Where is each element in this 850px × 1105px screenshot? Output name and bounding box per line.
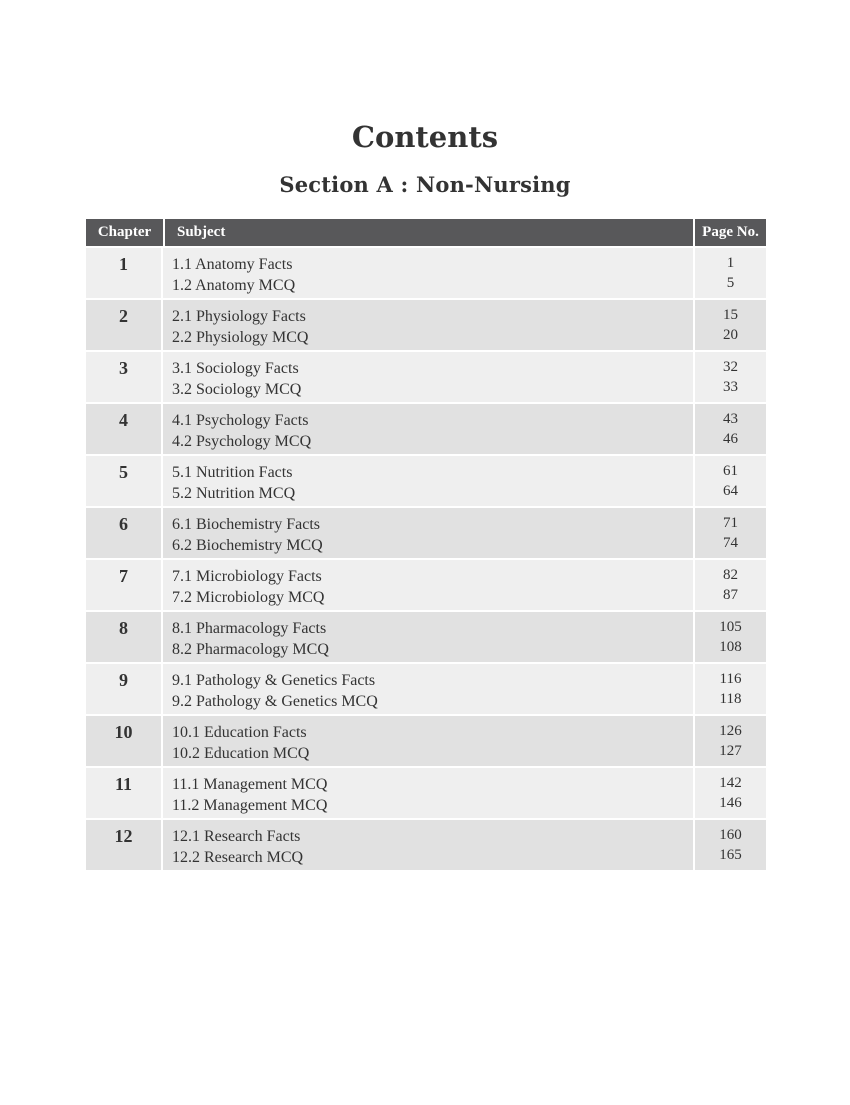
page-number: 87: [723, 587, 738, 603]
subject-entry[interactable]: 4.2 Psychology MCQ: [172, 433, 312, 450]
page-number: 5: [726, 275, 735, 291]
chapter-number: 11: [86, 768, 163, 818]
page-number: 20: [723, 327, 738, 343]
page-number: 118: [719, 691, 742, 707]
table-row: [86, 716, 766, 766]
subject-cell: [163, 820, 695, 870]
chapter-number: 9: [86, 664, 163, 714]
table-row: [86, 664, 766, 714]
subject-cell: [163, 716, 695, 766]
subject-entry[interactable]: 5.2 Nutrition MCQ: [172, 485, 296, 502]
subject-cell: [163, 768, 695, 818]
subject-entry[interactable]: 10.1 Education Facts: [172, 724, 307, 741]
page-number: 116: [719, 671, 742, 687]
page-number: 32: [723, 359, 738, 375]
subject-entry[interactable]: 1.2 Anatomy MCQ: [172, 277, 296, 294]
page-number-cell: [695, 820, 766, 870]
subject-entry[interactable]: 6.2 Biochemistry MCQ: [172, 537, 323, 554]
subject-entry[interactable]: 3.1 Sociology Facts: [172, 360, 299, 377]
page-number: 146: [719, 795, 742, 811]
subject-entry[interactable]: 3.2 Sociology MCQ: [172, 381, 302, 398]
chapter-number: 2: [86, 300, 163, 350]
chapter-number: 10: [86, 716, 163, 766]
subject-entry[interactable]: 6.1 Biochemistry Facts: [172, 516, 320, 533]
table-row: [86, 820, 766, 870]
page-number: 160: [719, 827, 742, 843]
table-header: [86, 219, 766, 246]
chapter-number: 8: [86, 612, 163, 662]
subject-entry[interactable]: 7.1 Microbiology Facts: [172, 568, 322, 585]
table-body: [86, 248, 766, 870]
page-number-cell: [695, 768, 766, 818]
table-row: [86, 352, 766, 402]
page-number: 15: [723, 307, 738, 323]
contents-table: [86, 219, 766, 870]
page-number: 33: [723, 379, 738, 395]
subject-cell: [163, 352, 695, 402]
subject-entry[interactable]: 12.2 Research MCQ: [172, 849, 304, 866]
subject-entry[interactable]: 8.1 Pharmacology Facts: [172, 620, 327, 637]
chapter-number: 5: [86, 456, 163, 506]
page-number: 165: [719, 847, 742, 863]
header-chapter: Chapter: [86, 219, 165, 246]
subject-entry[interactable]: 11.1 Management MCQ: [172, 776, 328, 793]
subject-cell: [163, 404, 695, 454]
table-row: [86, 248, 766, 298]
subject-entry[interactable]: 1.1 Anatomy Facts: [172, 256, 293, 273]
subject-cell: [163, 560, 695, 610]
subject-cell: [163, 300, 695, 350]
chapter-number: 4: [86, 404, 163, 454]
page-number-cell: [695, 352, 766, 402]
subject-entry[interactable]: 2.1 Physiology Facts: [172, 308, 306, 325]
subject-entry[interactable]: 5.1 Nutrition Facts: [172, 464, 293, 481]
subject-cell: [163, 508, 695, 558]
chapter-number: 7: [86, 560, 163, 610]
subject-entry[interactable]: 9.1 Pathology & Genetics Facts: [172, 672, 376, 689]
subject-entry[interactable]: 7.2 Microbiology MCQ: [172, 589, 325, 606]
page-title: Contents: [351, 120, 499, 154]
page-number-cell: [695, 404, 766, 454]
table-row: [86, 612, 766, 662]
table-row: [86, 456, 766, 506]
page-number: 82: [723, 567, 738, 583]
page-number: 105: [719, 619, 742, 635]
page-number: 127: [719, 743, 742, 759]
chapter-number: 1: [86, 248, 163, 298]
page-number-cell: [695, 664, 766, 714]
page-number: 142: [719, 775, 742, 791]
subject-entry[interactable]: 2.2 Physiology MCQ: [172, 329, 309, 346]
subject-entry[interactable]: 4.1 Psychology Facts: [172, 412, 309, 429]
page-number-cell: [695, 560, 766, 610]
page-number: 64: [723, 483, 738, 499]
subject-entry[interactable]: 9.2 Pathology & Genetics MCQ: [172, 693, 378, 710]
table-row: [86, 768, 766, 818]
subject-cell: [163, 248, 695, 298]
header-page-no: Page No.: [702, 224, 759, 240]
section-heading: Section A : Non-Nursing: [279, 172, 571, 197]
table-row: [86, 508, 766, 558]
page-number: 43: [723, 411, 738, 427]
subject-entry[interactable]: 11.2 Management MCQ: [172, 797, 328, 814]
subject-cell: [163, 612, 695, 662]
table-row: [86, 560, 766, 610]
page-number: 1: [726, 255, 735, 271]
table-row: [86, 404, 766, 454]
page-number-cell: [695, 248, 766, 298]
page-number-cell: [695, 508, 766, 558]
page-number-cell: [695, 716, 766, 766]
chapter-number: 3: [86, 352, 163, 402]
page-number-cell: [695, 612, 766, 662]
subject-entry[interactable]: 12.1 Research Facts: [172, 828, 301, 845]
subject-cell: [163, 456, 695, 506]
page-number: 108: [719, 639, 742, 655]
subject-cell: [163, 664, 695, 714]
chapter-number: 12: [86, 820, 163, 870]
page-number: 126: [719, 723, 742, 739]
page-number: 61: [723, 463, 738, 479]
table-row: [86, 300, 766, 350]
page-number-cell: [695, 456, 766, 506]
page-number: 46: [723, 431, 738, 447]
page-number-cell: [695, 300, 766, 350]
page-number: 71: [723, 515, 738, 531]
header-subject: Subject: [165, 219, 695, 246]
subject-entry[interactable]: 8.2 Pharmacology MCQ: [172, 641, 329, 658]
page-number: 74: [723, 535, 738, 551]
subject-entry[interactable]: 10.2 Education MCQ: [172, 745, 310, 762]
chapter-number: 6: [86, 508, 163, 558]
